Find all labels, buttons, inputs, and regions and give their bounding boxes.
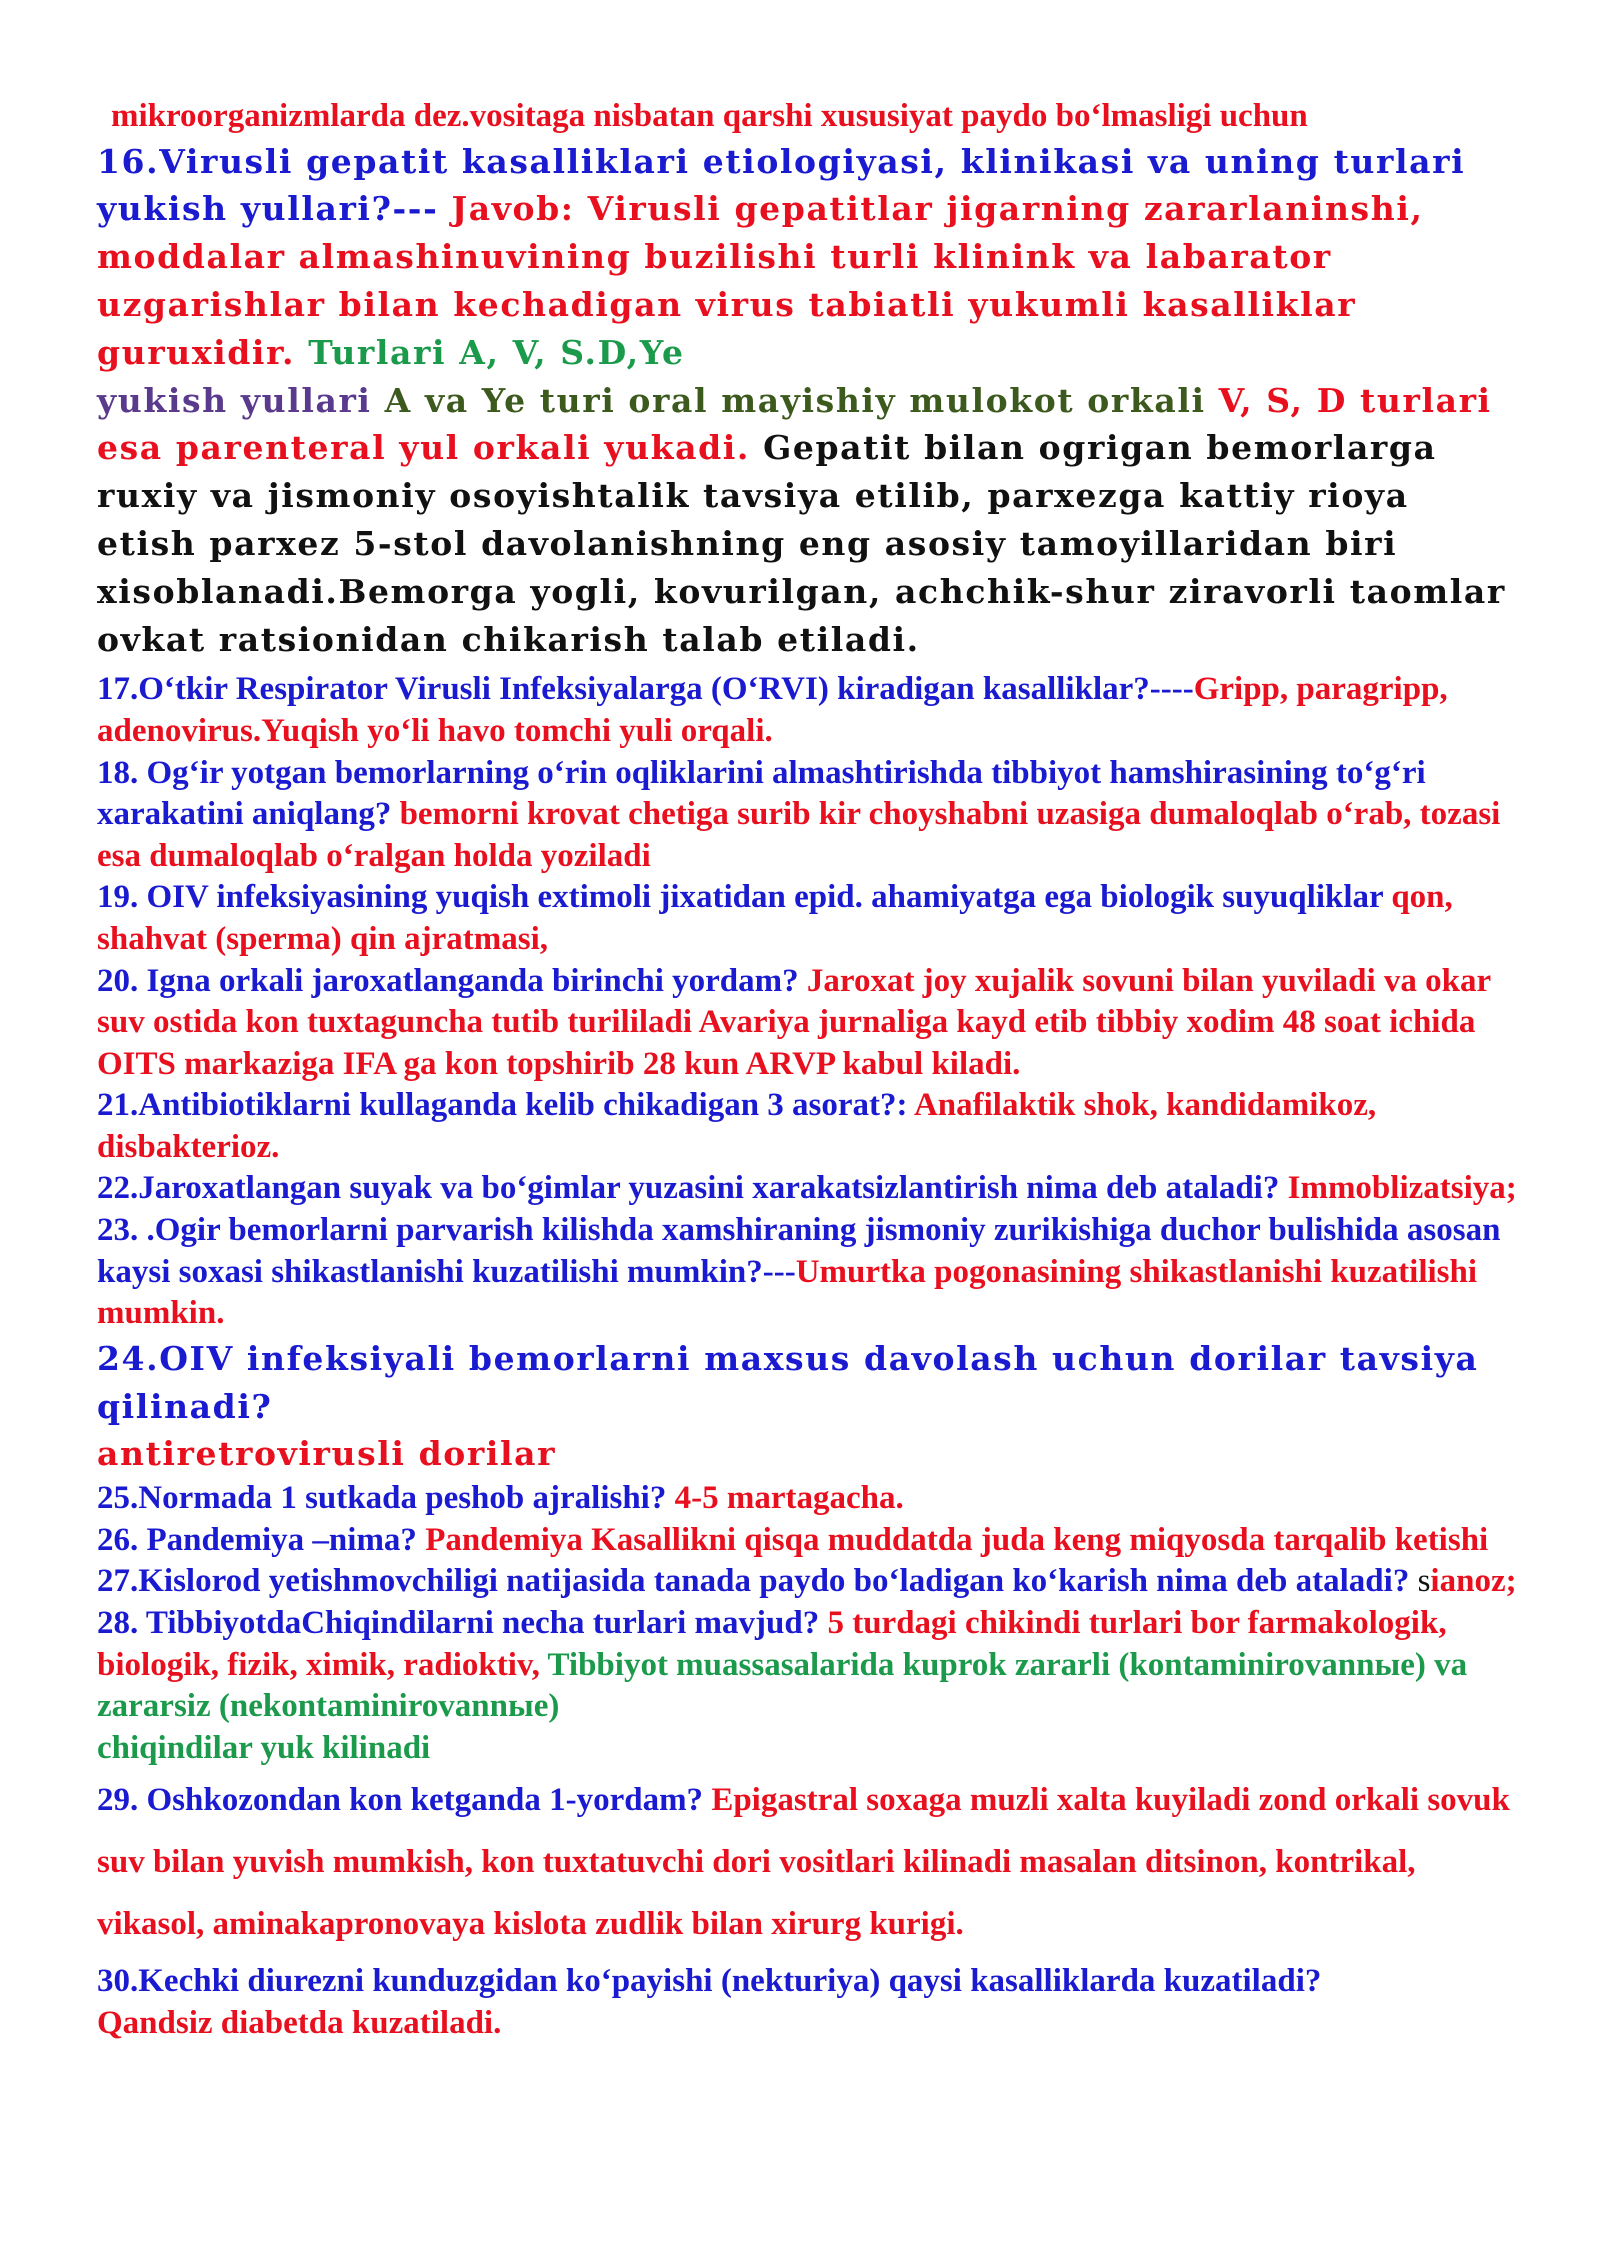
answer-28-part-1: 5 turdagi chikindi turlari bor farmakologik, biologik, fizik, ximik, radioktiv, [97,1605,1447,1683]
answer-17: Gripp, paragripp, adenovirus.Yuqish yo‘li havo tomchi yuli orqali. [97,671,1448,749]
question-26-text: 26. Pandemiya –nima? [97,1521,417,1558]
answer-28-part-2: Tibbiyot muassasalarida kuprok zararli (kontaminirovannые) va zararsiz (nekontaminirovannые) [97,1646,1468,1725]
answer-21: Anafilaktik shok, kandidamikoz, disbakterioz. [97,1087,1377,1165]
question-18-text: 18. Og‘ir yotgan bemorlarning o‘rin oqliklarini almashtirishda tibbiyot hamshirasining to‘g‘ri xarakatini aniqlang? [97,754,1426,833]
question-19-text: 19. OIV infeksiyasining yuqish extimoli jixatidan epid. ahamiyatga ega biologik suyuqliklar [97,879,1384,916]
answer-16-part-4: A va Ye turi oral mayishiy mulokot orkali [371,380,1206,420]
question-23 [97,1210,1517,1335]
question-17 [97,669,1517,752]
answer-16-part-3: yukish yullari [97,380,372,420]
question-26 [97,1520,1517,1562]
answer-27-prefix: s [1409,1563,1431,1600]
answer-30: Qandsiz diabetda kuzatiladi. [97,2005,502,2041]
question-30-text: 30.Kechki diurezni kunduzgidan ko‘payishi (nekturiya) qaysi kasalliklarda kuzatiladi? [97,1963,1322,2000]
answer-24: antiretrovirusli dorilar [97,1434,557,1474]
answer-16-part-1: Javob: Virusli gepatitlar jigarning zararlaninshi, moddalar almashinuvining buzilishi turli klinink va labarator uzgarishlar bilan kechadigan virus tabiatli yukumli kasalliklar guruxidir. [97,189,1424,372]
answer-16-part-5: V, S, D turlari esa parenteral yul orkali yukadi. [97,380,1492,468]
answer-27: ianoz; [1430,1563,1517,1600]
question-27-text: 27.Kislorod yetishmovchiligi natijasida tanada paydo bo‘ladigan ko‘karish nima deb ataladi? [97,1563,1410,1600]
question-24-text: 24.OIV infeksiyali bemorlarni maxsus davolash uchun dorilar tavsiya qilinadi? [97,1338,1479,1426]
document-page [97,96,1517,2045]
question-29 [97,1769,1517,1955]
answer-16-part-6: Gepatit bilan ogrigan bemorlarga ruxiy va jismoniy osoyishtalik tavsiya etilib, parxezga kattiy rioya etish parxez 5-stol davolanishning eng asosiy tamoyillaridan biri xisoblanadi.Bemorga yogli, kovurilgan, achchik-shur ziravorli taomlar ovkat ratsionidan chikarish talab etiladi. [97,428,1506,659]
question-25-text: 25.Normada 1 sutkada peshob ajralishi? [97,1480,667,1517]
answer-26: Pandemiya Kasallikni qisqa muddatda juda keng miqyosda tarqalib ketishi [416,1521,1489,1558]
answer-18: bemorni krovat chetiga surib kir choyshabni uzasiga dumaloqlab o‘rab, tozasi esa dumaloqlab o‘ralgan holda yoziladi [97,796,1501,874]
question-22-text: 22.Jaroxatlangan suyak va bo‘gimlar yuzasini xarakatsizlantirish nima deb ataladi? [97,1170,1280,1207]
question-24 [97,1335,1517,1478]
answer-19: qon, shahvat (sperma) qin ajratmasi, [97,879,1453,957]
question-19 [97,877,1517,960]
intro-line: mikroorganizmlarda dez.vositaga nisbatan qarshi xususiyat paydo bo‘lmasligi uchun [111,98,1308,134]
answer-23: Umurtka pogonasining shikastlanishi kuzatilishi mumkin. [97,1253,1478,1332]
question-27 [97,1561,1517,1603]
question-21 [97,1085,1517,1168]
question-28-text: 28. TibbiyotdaChiqindilarni necha turlari mavjud? [97,1605,820,1642]
question-17-text: 17.O‘tkir Respirator Virusli Infeksiyalarga (O‘RVI) kiradigan kasalliklar?---- [97,671,1194,708]
answer-29: Epigastral soxaga muzli xalta kuyiladi zond orkali sovuk suv bilan yuvish mumkish, kon tuxtatuvchi dori vositlari kilinadi masalan ditsinon, kontrikal, vikasol, aminakapronovaya kislota zudlik bilan xirurg kurigi. [97,1782,1510,1943]
question-20-text: 20. Igna orkali jaroxatlanganda birinchi yordam? [97,962,799,999]
answer-28-part-3: chiqindilar yuk kilinadi [97,1729,431,1766]
answer-22: Immoblizatsiya; [1279,1170,1517,1207]
question-22 [97,1168,1517,1210]
question-25 [97,1478,1517,1520]
question-23-text: 23. .Ogir bemorlarni parvarish kilishda xamshiraning jismoniy zurikishiga duchor bulishida asosan kaysi soxasi shikastlanishi kuzatilishi mumkin?--- [97,1212,1501,1290]
question-29-text: 29. Oshkozondan kon ketganda 1-yordam? [97,1782,704,1819]
question-18 [97,753,1517,878]
question-16-text: 16.Virusli gepatit kasalliklari etiologiyasi, klinikasi va uning turlari yukish yullari?--- [97,141,1466,229]
question-30 [97,1961,1517,2044]
question-20 [97,961,1517,1086]
answer-20: Jaroxat joy xujalik sovuni bilan yuviladi va okar suv ostida kon tuxtaguncha tutib turililadi Avariya jurnaliga kayd etib tibbiy xodim 48 soat ichida OITS markaziga IFA ga kon topshirib 28 kun ARVP kabul kiladi. [97,962,1491,1082]
question-21-text: 21.Antibiotiklarni kullaganda kelib chikadigan 3 asorat?: [97,1087,908,1124]
question-16 [97,138,1517,664]
question-28 [97,1603,1517,1769]
answer-16-part-2: Turlari A, V, S.D,Ye [295,332,685,372]
answer-25: 4-5 martagacha. [666,1480,904,1517]
